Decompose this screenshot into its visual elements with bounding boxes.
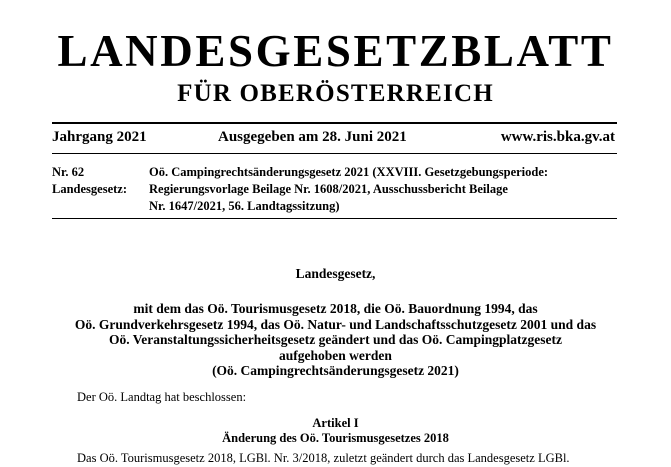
article-heading (0, 416, 671, 446)
volume-year: Jahrgang 2021 (52, 129, 147, 145)
law-title-line: mit dem das Oö. Tourismusgesetz 2018, die Oö. Bauordnung 1994, das (133, 301, 538, 316)
law-title-line: (Oö. Campingrechtsänderungsgesetz 2021) (212, 363, 459, 378)
entry-number: Nr. 62 (52, 165, 85, 179)
article-title: Änderung des Oö. Tourismusgesetzes 2018 (222, 431, 449, 445)
article-number: Artikel I (312, 416, 359, 430)
law-title-line: aufgehoben werden (279, 347, 392, 363)
gazette-subtitle: FÜR OBERÖSTERREICH (177, 80, 494, 107)
law-type-heading: Landesgesetz, (295, 266, 376, 281)
entry-type: Landesgesetz: (52, 182, 127, 196)
entry-description-line: Regierungsvorlage Beilage Nr. 1608/2021, Ausschussbericht Beilage (149, 182, 508, 196)
law-title-line: Oö. Veranstaltungssicherheitsgesetz geändert und das Oö. Campingplatzgesetz (109, 332, 562, 347)
issue-date: Ausgegeben am 28. Juni 2021 (218, 129, 407, 145)
enactment-clause: Der Oö. Landtag hat beschlossen: (77, 390, 247, 404)
meta-labels (52, 164, 147, 198)
entry-description-line: Oö. Campingrechtsänderungsgesetz 2021 (XXVIII. Gesetzgebungsperiode: (149, 165, 549, 179)
top-divider (52, 122, 617, 124)
gazette-title: LANDESGESETZBLATT (57, 26, 614, 76)
issue-divider (52, 153, 617, 154)
law-title-line: Oö. Grundverkehrsgesetz 1994, das Oö. Natur- und Landschaftsschutzgesetz 2001 und das (74, 316, 597, 332)
entry-description (149, 164, 617, 215)
source-url: www.ris.bka.gv.at (500, 129, 615, 145)
issue-info-row (52, 127, 617, 147)
article-body-text: Das Oö. Tourismusgesetz 2018, LGBl. Nr. 3/2018, zuletzt geändert durch das Landesgesetz LGBl. (77, 451, 570, 465)
meta-divider (52, 218, 617, 219)
law-title-block (0, 301, 671, 379)
entry-description-line: Nr. 1647/2021, 56. Landtagssitzung) (149, 199, 340, 213)
